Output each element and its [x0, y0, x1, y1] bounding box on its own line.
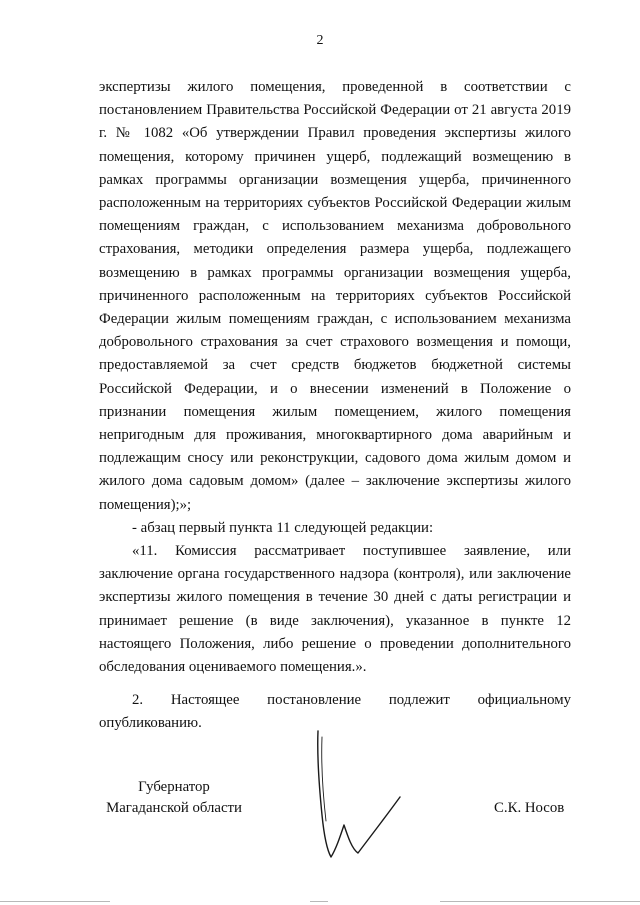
signatory-title	[99, 777, 249, 819]
paragraph-clause-11: «11. Комиссия рассматривает поступившее заявление, или заключение органа государственного надзора (контроля), или заключение экспертизы жилого помещения в течение 30 дней с даты регистрации и принимает решение (в виде заключения), указанное в пункте 12 настоящего Положения, либо решение о проведении дополнительного обследования оцениваемого помещения.».	[99, 543, 571, 676]
signatory-title-line2: Магаданской области	[106, 800, 242, 816]
signatory-title-line1: Губернатор	[138, 779, 210, 795]
handwritten-signature	[300, 725, 410, 865]
signatory-name: С.К. Носов	[494, 800, 565, 816]
paragraph-publication: 2. Настоящее постановление подлежит официальному опубликованию.	[99, 692, 571, 732]
scan-edge-left	[0, 901, 110, 902]
page-number: 2	[316, 33, 324, 48]
paragraph-amendment-intro: - абзац первый пункта 11 следующей редакции:	[132, 519, 434, 536]
scan-edge-right	[440, 901, 640, 902]
paragraph-expertise-continuation: экспертизы жилого помещения, проведенной в соответствии с постановлением Правительства Российской Федерации от 21 августа 2019 г. № 1082 «Об утверждении Правил проведения экспертизы жилого помещения, которому причинен ущерб, подлежащий возмещению в рамках программы организации возмещения ущерба, причиненного расположенным на территориях субъектов Российской Федерации жилым помещениям граждан, с использованием механизма добровольного страхования, методики определения размера ущерба, подлежащего возмещению в рамках программы организации возмещения ущерба, причиненного расположенным на территориях субъектов Российской Федерации жилым помещениям граждан, с использованием механизма добровольного страхования за счет страхового возмещения и помощи, предоставляемой за счет средств бюджетов бюджетной системы Российской Федерации, и о внесении изменений в Положение о признании помещения жилым помещением, жилого помещения непригодным для проживания, многоквартирного дома аварийным и подлежащим сносу или реконструкции, садового дома жилым домом и жилого дома садовым домом» (далее – заключение экспертизы жилого помещения);»;	[99, 79, 571, 513]
document-body	[99, 76, 571, 736]
scan-edge-mark	[310, 901, 328, 902]
